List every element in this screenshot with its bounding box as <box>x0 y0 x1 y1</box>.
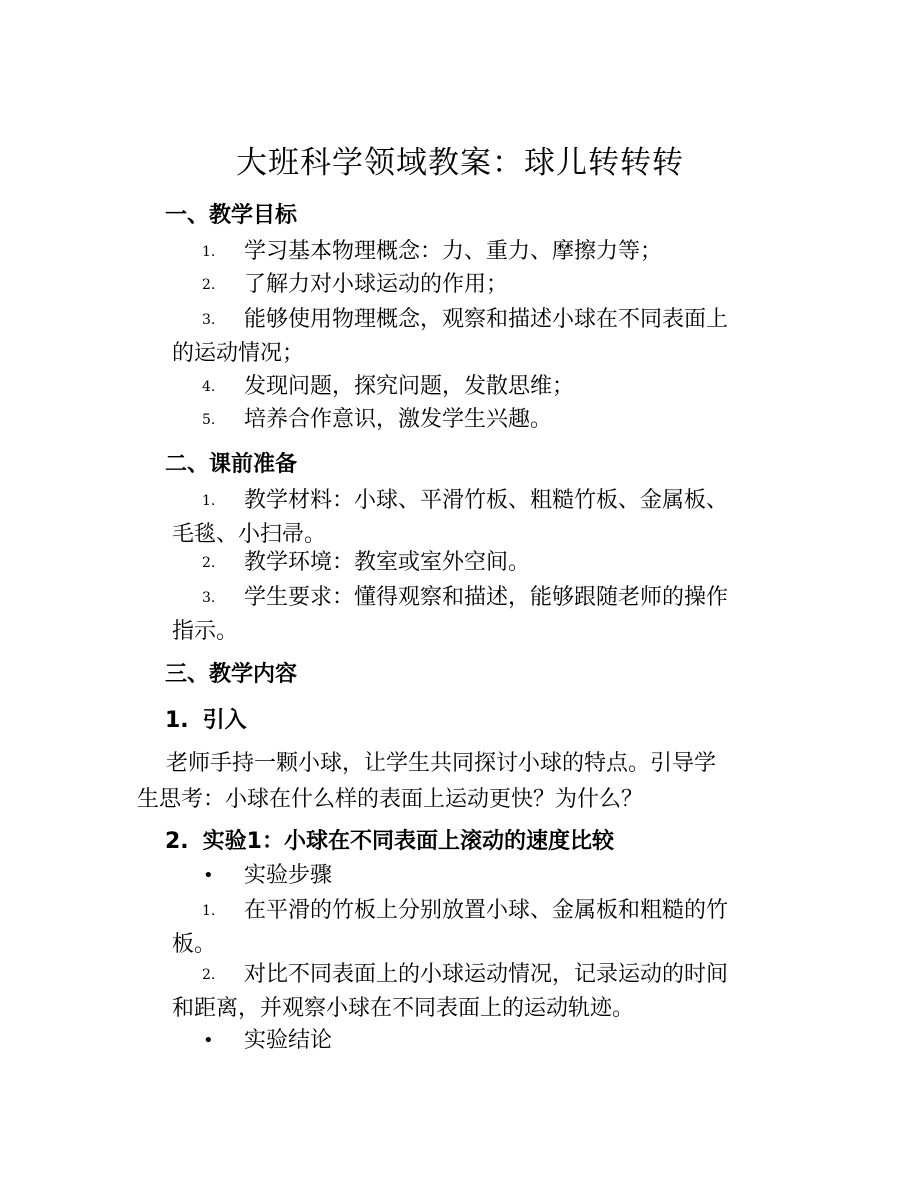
list-item <box>172 268 777 302</box>
list-item <box>172 303 777 371</box>
list-number: 2. <box>202 277 216 293</box>
list-item-text-continued: 的运动情况； <box>172 341 305 366</box>
list-number: 1. <box>202 903 216 919</box>
paragraph-line: 生思考：小球在什么样的表面上运动更快？为什么？ <box>137 787 644 812</box>
list-item <box>172 403 777 437</box>
list-item-text-continued: 毛毯、小扫帚。 <box>172 522 327 547</box>
list-item <box>172 370 777 404</box>
list-item-text: 学生要求：懂得观察和描述，能够跟随老师的操作 <box>244 585 729 610</box>
list-item <box>172 894 777 962</box>
bullet-text: 实验步骤 <box>244 863 333 888</box>
list-item-text: 发现问题，探究问题，发散思维； <box>244 374 575 399</box>
list-number: 2. <box>202 967 216 983</box>
section-heading-content: 三、教学内容 <box>165 662 298 687</box>
list-item <box>172 484 777 552</box>
list-item-text-continued: 指示。 <box>172 619 239 644</box>
bullet-item <box>172 1024 777 1058</box>
section-heading-preparation: 二、课前准备 <box>165 452 298 477</box>
list-number: 1. <box>202 244 216 260</box>
bullet-icon: • <box>203 865 214 886</box>
list-item-text: 能够使用物理概念，观察和描述小球在不同表面上 <box>244 307 729 332</box>
list-number: 5. <box>202 412 216 428</box>
paragraph-line: 老师手持一颗小球，让学生共同探讨小球的特点。引导学 <box>166 751 717 776</box>
bullet-icon: • <box>203 1030 214 1051</box>
paragraph <box>137 746 777 818</box>
list-number: 4. <box>202 379 216 395</box>
list-item <box>172 235 777 269</box>
list-item-text: 对比不同表面上的小球运动情况，记录运动的时间 <box>244 962 729 987</box>
list-item-text-continued: 和距离，并观察小球在不同表面上的运动轨迹。 <box>172 996 635 1021</box>
list-item-text-continued: 板。 <box>172 932 217 957</box>
bullet-item <box>172 859 777 893</box>
document-title: 大班科学领域教案：球儿转转转 <box>236 145 684 181</box>
list-number: 3. <box>202 590 216 606</box>
list-item-text: 在平滑的竹板上分别放置小球、金属板和粗糙的竹 <box>244 898 729 923</box>
list-item-text: 教学环境：教室或室外空间。 <box>244 550 531 575</box>
list-item <box>172 958 777 1026</box>
subsection-title: 实验1：小球在不同表面上滚动的速度比较 <box>202 829 614 854</box>
subsection-number: 1. <box>165 708 189 733</box>
subsection-number: 2. <box>165 829 189 854</box>
list-number: 3. <box>202 312 216 328</box>
section-heading-goals: 一、教学目标 <box>165 203 298 228</box>
bullet-text: 实验结论 <box>244 1028 333 1053</box>
list-item <box>172 581 777 649</box>
list-number: 1. <box>202 493 216 509</box>
list-item-text: 培养合作意识，激发学生兴趣。 <box>244 407 553 432</box>
subsection-heading-intro <box>165 705 247 737</box>
list-item-text: 了解力对小球运动的作用； <box>244 272 509 297</box>
list-number: 2. <box>202 555 216 571</box>
list-item-text: 学习基本物理概念：力、重力、摩擦力等； <box>244 239 663 264</box>
list-item-text: 教学材料：小球、平滑竹板、粗糙竹板、金属板、 <box>244 488 729 513</box>
subsection-heading-experiment <box>165 826 614 858</box>
list-item <box>172 546 777 580</box>
subsection-title: 引入 <box>202 708 247 733</box>
